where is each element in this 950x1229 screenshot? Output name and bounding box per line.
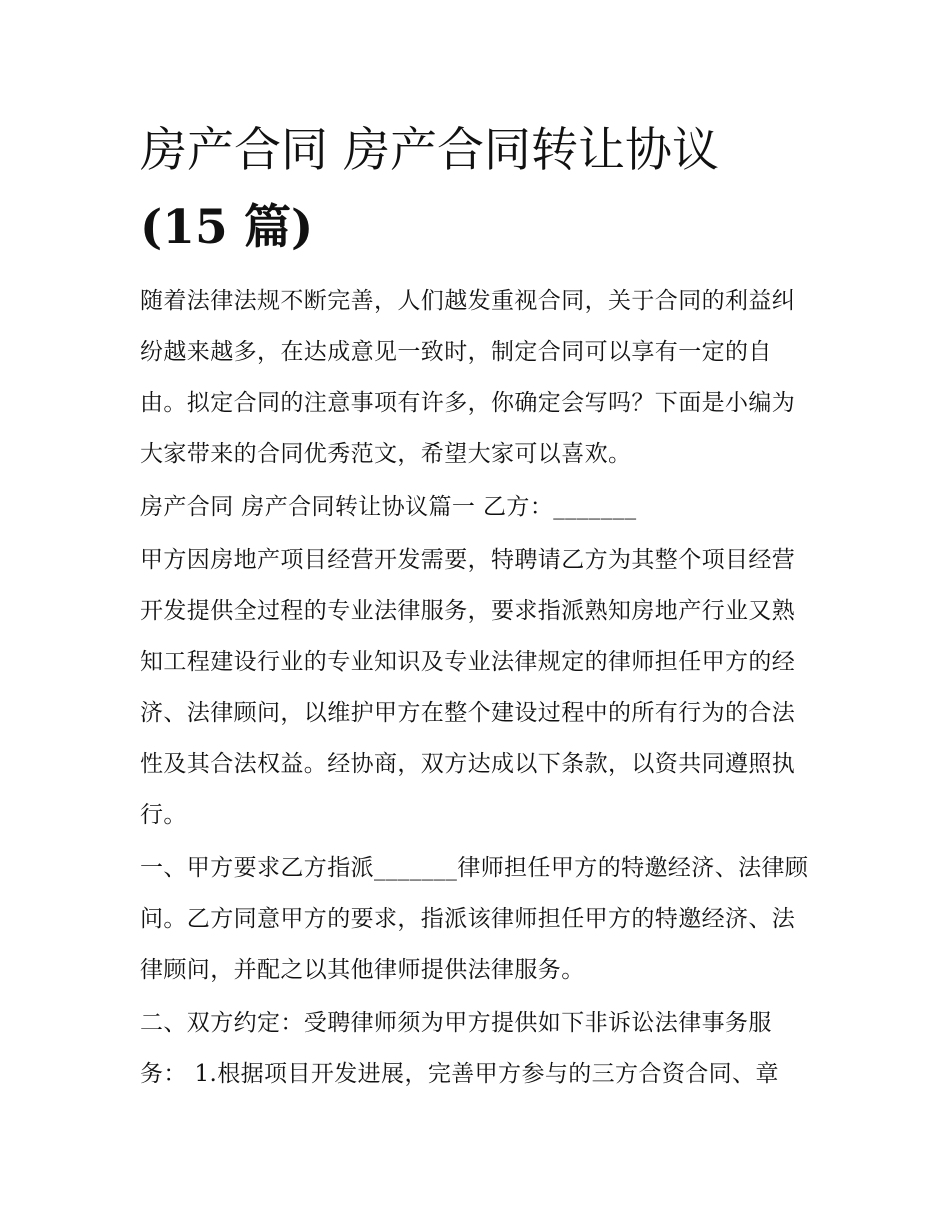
clause-two-paragraph: 二、双方约定：受聘律师须为甲方提供如下非诉讼法律事务服务： 1.根据项目开发进展，完善甲方参与的三方合资合同、章: [140, 1010, 779, 1087]
clause-one-end: 律师担任甲方的特邀经济、法律顾问。乙方同意甲方的要求，指派该律师担任甲方的特邀经济、法律顾问，并配之以其他律师提供法律服务。: [140, 855, 809, 983]
title-line-1: 房产合同 房产合同转让协议: [140, 123, 719, 178]
party-b-blank: _______: [553, 494, 637, 520]
document-body: [140, 276, 815, 1102]
lawyer-name-blank: _______: [374, 855, 458, 881]
title-count-suffix: 篇): [227, 200, 314, 255]
section-heading: [140, 482, 815, 533]
intro-paragraph: 随着法律法规不断完善，人们越发重视合同，关于合同的利益纠纷越来越多，在达成意见一致时，制定合同可以享有一定的自由。拟定合同的注意事项有许多，你确定会写吗？下面是小编为大家带来的合同优秀范文，希望大家可以喜欢。: [140, 288, 796, 467]
document-title: [140, 112, 830, 266]
section-heading-text: 房产合同 房产合同转让协议篇一 乙方：: [140, 494, 554, 520]
clause-one-paragraph: [140, 843, 815, 996]
title-count: (15: [140, 200, 228, 255]
clause-one-start: 一、甲方要求乙方指派: [140, 855, 374, 881]
purpose-paragraph: 甲方因房地产项目经营开发需要，特聘请乙方为其整个项目经营开发提供全过程的专业法律服务，要求指派熟知房地产行业又熟知工程建设行业的专业知识及专业法律规定的律师担任甲方的经济、法律顾问，以维护甲方在整个建设过程中的所有行为的合法性及其合法权益。经协商，双方达成以下条款，以资共同遵照执行。: [140, 547, 796, 828]
